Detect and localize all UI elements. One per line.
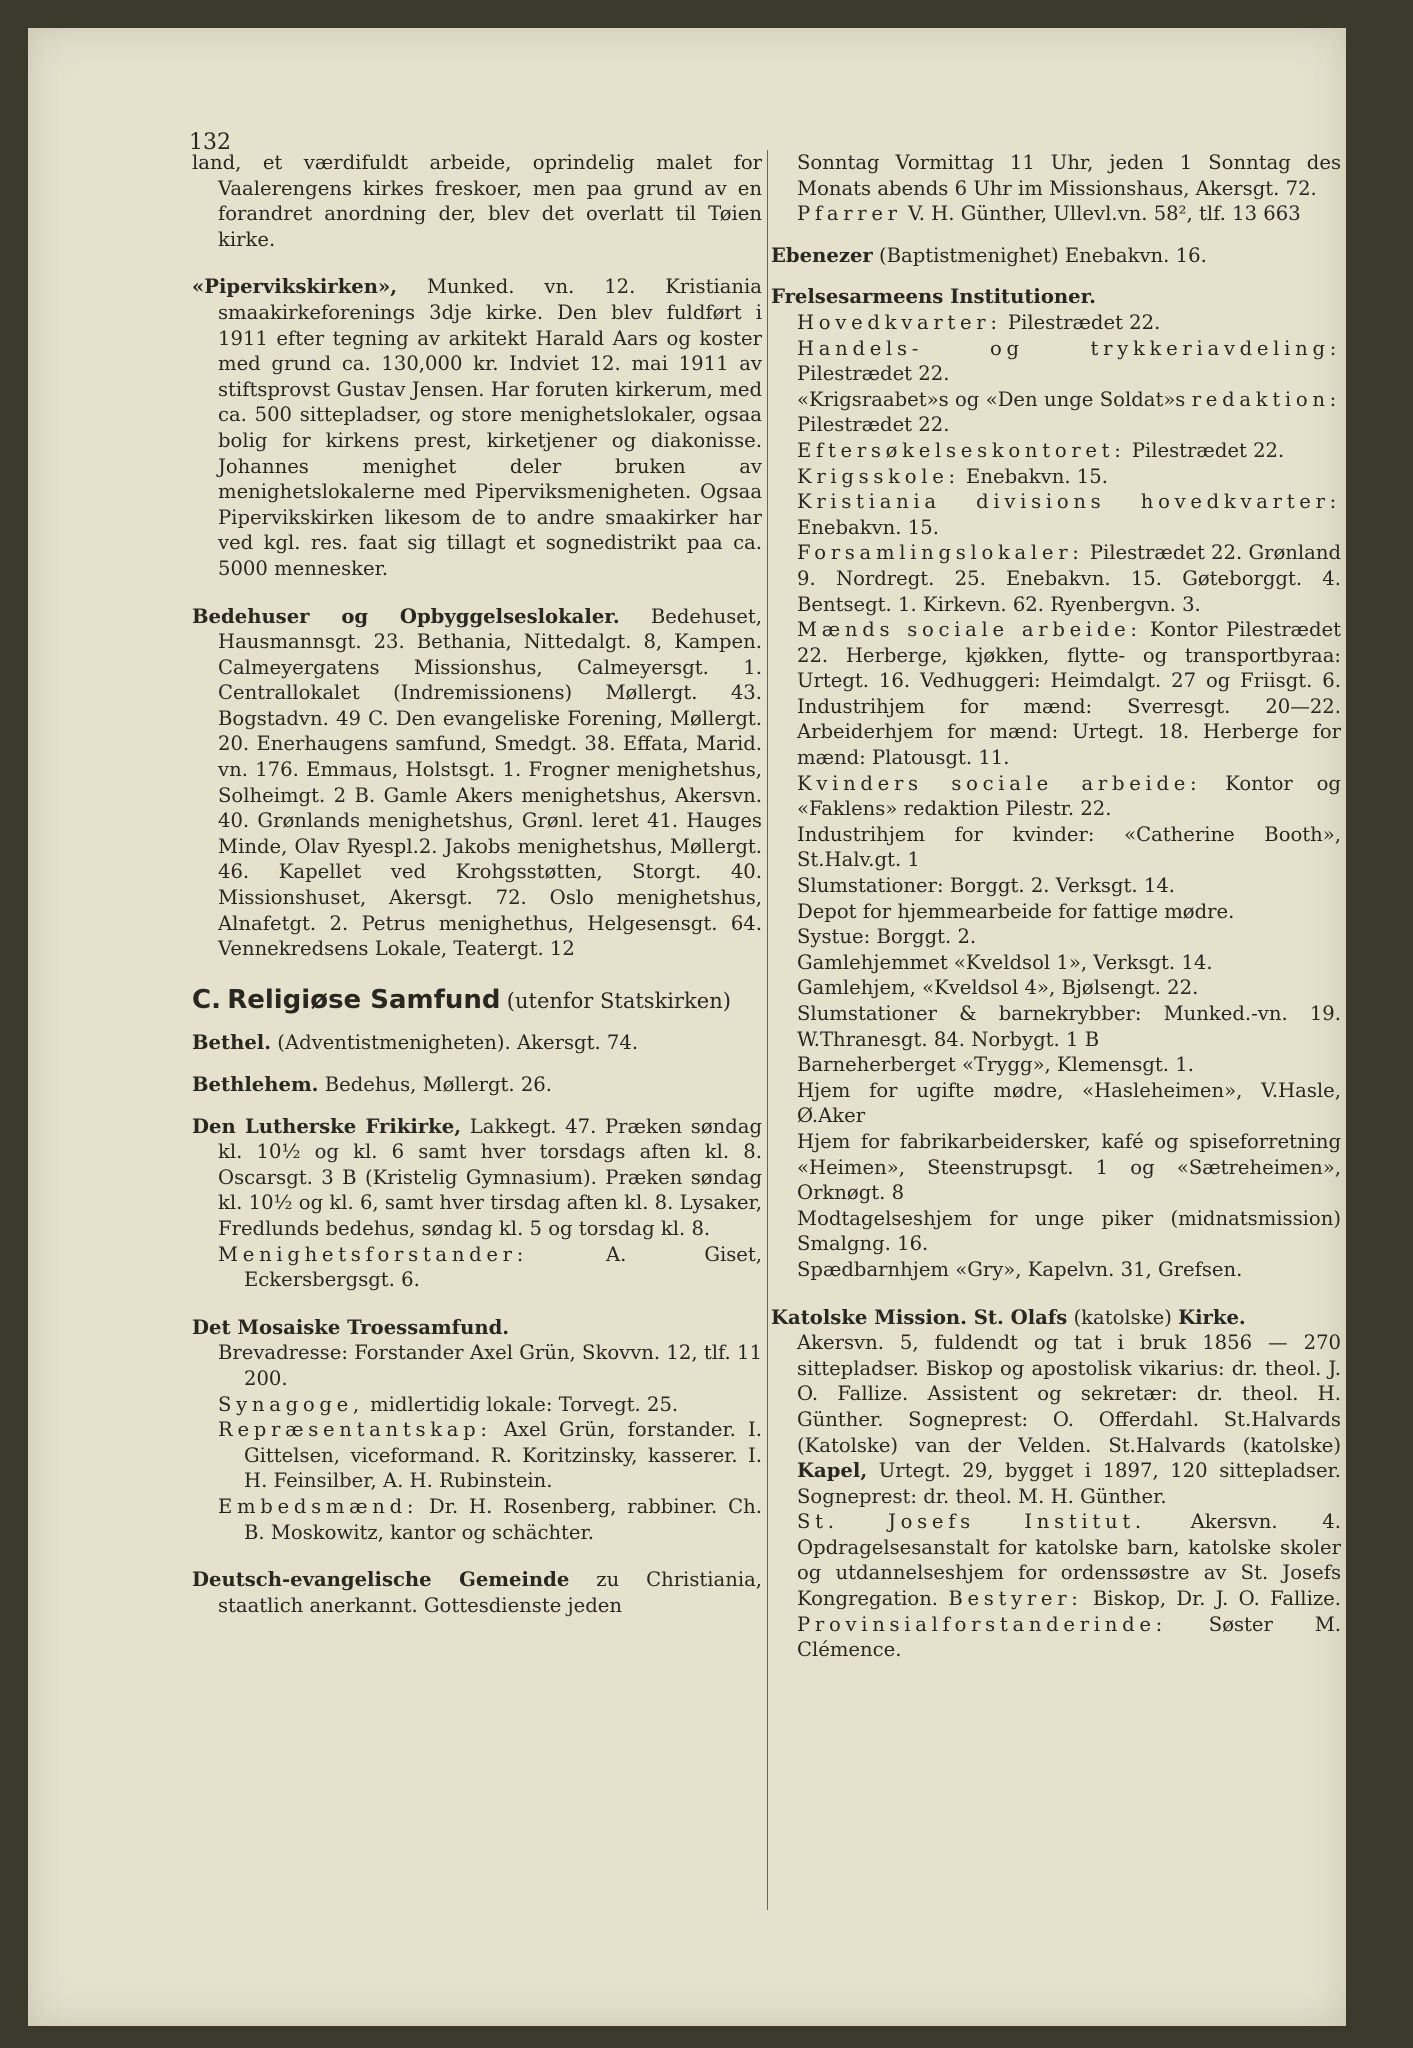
right-column	[771, 150, 1341, 1663]
spaced-label: Synagoge,	[218, 1392, 364, 1416]
entry-text: Akersvn. 5, fuldendt og tat i bruk 1856 — 270 sittepladser. Biskop og apostolisk vikarius: dr. theol. J. O. Fallize. Assistent og sekretær: dr. theol. H. Günther. Sogneprest: O. Offerdahl. St.Halvards (Katolske) van der Velden. St.Halvards (katolske)	[797, 1331, 1341, 1457]
entry-katolske-mission	[771, 1305, 1341, 1331]
entry-ebenezer	[771, 243, 1341, 269]
spaced-label: Krigsskole:	[797, 464, 960, 488]
entry-line: Industrihjem for kvinder: «Catherine Booth», St.Halv.gt. 1	[797, 822, 1341, 872]
entry-line: Spædbarnhjem «Gry», Kapelvn. 31, Grefsen.	[797, 1257, 1243, 1281]
entry-line	[192, 1417, 762, 1494]
entry-line	[192, 1494, 762, 1545]
left-column	[192, 150, 762, 1618]
entry-line: Brevadresse: Forstander Axel Grün, Skovvn. 12, tlf. 11 200.	[218, 1341, 762, 1390]
spaced-label: Kvinders sociale arbeide:	[797, 771, 1202, 795]
spaced-label: Kristiania divisions hovedkvarter:	[797, 490, 1341, 514]
entry-text: Enebakvn. 15.	[797, 515, 939, 539]
spaced-label: St. Josefs Institut.	[797, 1510, 1146, 1534]
section-letter: C.	[192, 984, 221, 1015]
entry-bethel	[192, 1030, 762, 1056]
entry-deutsch-evangelische	[192, 1567, 762, 1618]
entry-bedehuser	[192, 604, 762, 962]
section-title: Religiøse Samfund	[227, 984, 501, 1015]
entry-heading: Katolske Mission. St. Olafs	[771, 1305, 1068, 1329]
entry-body: (Adventistmenigheten). Akersgt. 74.	[277, 1031, 639, 1055]
entry-line	[771, 438, 1341, 464]
entry-heading: Ebenezer	[771, 243, 873, 267]
entry-body: Bedehus, Møllergt. 26.	[324, 1073, 553, 1096]
entry-text: Pilestrædet 22. Grønland 9. Nordregt. 25. Enebakvn. 15. Gøteborggt. 4. Bentsegt. 1. Kirkevn. 62. Ryenbergvn. 3.	[797, 541, 1342, 616]
entry-line	[771, 464, 1341, 490]
entry-text: (katolske)	[1073, 1305, 1172, 1329]
entry-text: V. H. Günther, Ullevl.vn. 58², tlf. 13 663	[907, 202, 1301, 226]
entry-line	[192, 1242, 762, 1293]
entry-text: Kontor og «Faklens» redaktion Pilestr. 22.	[797, 771, 1341, 821]
entry-bethlehem	[192, 1072, 762, 1098]
paragraph-intro: land, et værdifuldt arbeide, oprindelig malet for Vaalerengens kirkes freskoer, men paa grund av en forandret anordning der, blev det overlatt til Tøien kirke.	[192, 151, 762, 251]
entry-line	[771, 540, 1341, 617]
entry-line: Hjem for fabrikarbeidersker, kafé og spiseforretning «Heimen», Steenstrupsgt. 1 og «Sætreheimen», Orknøgt. 8	[797, 1129, 1341, 1205]
entry-line: Gamlehjemmet «Kveldsol 1», Verksgt. 14.	[797, 950, 1213, 974]
entry-text: A. Giset, Eckersbergsgt. 6.	[244, 1242, 763, 1292]
entry-text: Dr. H. Rosenberg, rabbiner. Ch. B. Moskowitz, kantor og schächter.	[244, 1494, 762, 1544]
spaced-label: Menighetsforstander:	[218, 1242, 529, 1266]
entry-line	[771, 771, 1341, 822]
spaced-label: Mænds sociale arbeide:	[797, 618, 1142, 642]
spaced-label: Pfarrer	[797, 202, 902, 226]
spaced-label: redaktion:	[1191, 387, 1341, 411]
entry-frelsesarmeen	[771, 284, 1341, 310]
entry-heading: Kapel,	[797, 1459, 868, 1483]
section-subtitle: (utenfor Statskirken)	[506, 988, 731, 1013]
entry-line	[771, 617, 1341, 771]
entry-line	[192, 1392, 762, 1418]
entry-line	[771, 489, 1341, 540]
entry-text: midlertidig lokale: Torvegt. 25.	[370, 1392, 679, 1416]
entry-line	[771, 201, 1341, 227]
entry-text: Enebakvn. 15.	[966, 464, 1108, 488]
entry-text: Akersvn. 4. Opdragelsesanstalt for katolske barn, katolske skoler og utdannelseshjem for ordenssøstre av St. Josefs Kongregation.	[797, 1510, 1342, 1611]
entry-body: Lakkegt. 47. Præken søndag kl. 10½ og kl. 6 samt hver torsdags aften kl. 8. Oscarsgt. 3 B (Kristelig Gymnasium). Præken søndag kl. 10½ og kl. 6, samt hver tirsdag aften kl. 8. Lysaker, Fredlunds bedehus, søndag kl. 5 og torsdag kl. 8.	[218, 1114, 762, 1240]
entry-text: Pilestrædet 22.	[797, 413, 950, 437]
entry-body: (Baptistmenighet) Enebakvn. 16.	[878, 243, 1207, 267]
page-number: 132	[189, 130, 231, 155]
entry-text: Biskop, Dr. J. O. Fallize.	[1092, 1587, 1341, 1611]
entry-text: Kontor Pilestrædet 22. Herberge, kjøkken, flytte- og transportbyraa: Urtegt. 16. Vedhuggeri: Heimdalgt. 27 og Friisgt. 6. Industrihjem for mænd: Sverresgt. 20—22. Arbeiderhjem for mænd: Urtegt. 18. Herberge for mænd: Platousgt. 11.	[797, 618, 1341, 770]
spaced-label: Forsamlingslokaler:	[797, 541, 1084, 565]
entry-pipervikskirken	[192, 274, 762, 581]
entry-text: Søster M. Clémence.	[797, 1612, 1341, 1662]
spaced-label: Embedsmænd:	[218, 1494, 419, 1518]
section-heading	[192, 984, 762, 1015]
entry-line	[771, 336, 1341, 387]
entry-lutherske-frikirke	[192, 1114, 762, 1242]
entry-heading: Bethel.	[192, 1031, 272, 1055]
entry-heading: Deutsch-evangelische Gemeinde	[192, 1568, 570, 1592]
spaced-label: Bestyrer:	[948, 1587, 1083, 1611]
entry-line: Slumstationer & barnekrybber: Munked.-vn. 19. W.Thranesgt. 84. Norbygt. 1 B	[797, 1002, 1341, 1051]
entry-line: Gamlehjem, «Kveldsol 4», Bjølsengt. 22.	[797, 976, 1199, 1000]
entry-line	[771, 310, 1341, 336]
entry-text: Pilestrædet 22.	[1007, 310, 1161, 334]
entry-heading: Den Lutherske Frikirke,	[192, 1114, 462, 1138]
entry-body: zu Christiania, staatlich anerkannt. Gottesdienste jeden	[218, 1568, 762, 1617]
entry-line: Modtagelseshjem for unge piker (midnatsmission) Smalgng. 16.	[797, 1206, 1341, 1256]
entry-line: Slumstationer: Borggt. 2. Verksgt. 14.	[797, 874, 1176, 898]
entry-body: Munked. vn. 12. Kristiania smaakirkeforenings 3dje kirke. Den blev fuldført i 1911 efter tegning av arkitekt Harald Aars og koster med grund ca. 130,000 kr. Indviet 12. mai 1911 av stiftsprovst Gustav Jensen. Har foruten kirkerum, med ca. 500 sittepladser, og store menighetslokaler, ogsaa bolig for kirkens prest, kirketjener og diakonisse. Johannes menighet deler bruken av menighetslokalerne med Piperviksmenigheten. Ogsaa Pipervikskirken likesom de to andre smaakirker har ved kgl. res. faat sig tillagt et sognedistrikt paa ca. 5000 mennesker.	[218, 275, 762, 580]
entry-heading: Bedehuser og Opbyggelseslokaler.	[192, 604, 620, 628]
entry-heading: Kirke.	[1178, 1305, 1246, 1329]
entry-mosaiske-troessamfund	[192, 1315, 762, 1341]
spaced-label: Handels- og trykkeriavdeling:	[797, 336, 1341, 360]
entry-text: Axel Grün, forstander. I. Gittelsen, viceformand. R. Koritzinsky, kasserer. I. H. Feinsilber, A. H. Rubinstein.	[244, 1418, 762, 1493]
entry-line	[771, 1330, 1341, 1509]
entry-line: Depot for hjemmearbeide for fattige mødre.	[797, 899, 1235, 923]
entry-body: Bedehuset, Hausmannsgt. 23. Bethania, Nittedalgt. 8, Kampen. Calmeyergatens Missionshus, Calmeyersgt. 1. Centrallokalet (Indremissionens) Møllergt. 43. Bogstadvn. 49 C. Den evangeliske Forening, Møllergt. 20. Enerhaugens samfund, Smedgt. 38. Effata, Marid. vn. 176. Emmaus, Holstsgt. 1. Frogner menighetshus, Solheimgt. 2 B. Gamle Akers menighetshus, Akersvn. 40. Grønlands menighetshus, Grønl. leret 41. Hauges Minde, Olav Ryespl.2. Jakobs menighetshus, Møllergt. 46. Kapellet ved Krohgsstøtten, Storgt. 40. Missionshuset, Akersgt. 72. Oslo menighetshus, Alnafetgt. 2. Petrus menighethus, Helgesensgt. 64. Vennekredsens Lokale, Teatergt. 12	[218, 604, 762, 961]
spaced-label: Hovedkvarter:	[797, 310, 1002, 334]
entry-heading: Det Mosaiske Troessamfund.	[192, 1315, 510, 1339]
entry-text: «Krigsraabet»s og «Den unge Soldat»s	[797, 387, 1186, 411]
entry-text: Pilestrædet 22.	[1131, 438, 1285, 462]
entry-line	[771, 387, 1341, 438]
column-divider	[767, 150, 768, 1910]
entry-line: Barneherberget «Trygg», Klemensgt. 1.	[797, 1053, 1194, 1077]
entry-heading: Frelsesarmeens Institutioner.	[771, 285, 1096, 309]
entry-line: Hjem for ugifte mødre, «Hasleheimen», V.Hasle, Ø.Aker	[797, 1078, 1341, 1128]
entry-line: Systue: Borggt. 2.	[797, 925, 977, 949]
paragraph-continued: Sonntag Vormittag 11 Uhr, jeden 1 Sonntag des Monats abends 6 Uhr im Missionshaus, Akersgt. 72.	[797, 151, 1341, 200]
entry-text: Urtegt. 29, bygget i 1897, 120 sittepladser. Sogneprest: dr. theol. M. H. Günther.	[797, 1459, 1341, 1508]
spaced-label: Eftersøkelseskontoret:	[797, 438, 1126, 462]
entry-text: Pilestrædet 22.	[797, 362, 950, 386]
entry-line	[771, 1509, 1341, 1663]
spaced-label: Repræsentantskap:	[218, 1418, 492, 1442]
entry-heading: Bethlehem.	[192, 1073, 319, 1096]
entry-heading: «Pipervikskirken»,	[192, 275, 398, 299]
spaced-label: Provinsialforstanderinde:	[797, 1612, 1167, 1636]
